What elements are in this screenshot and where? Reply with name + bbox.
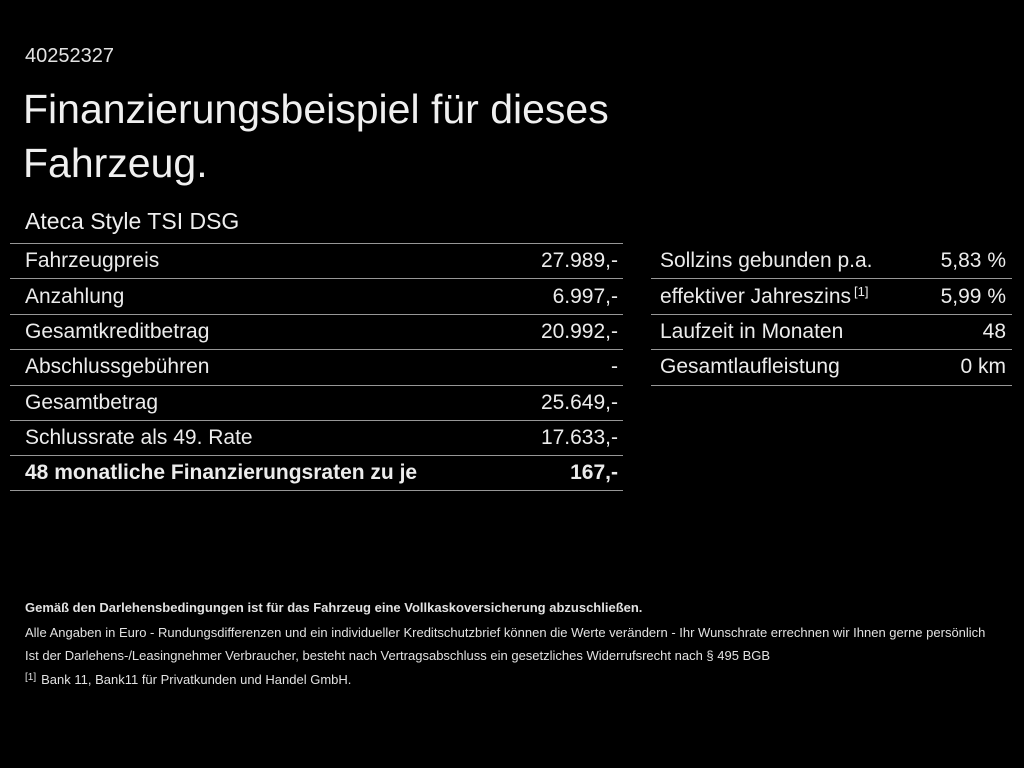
row-label: Laufzeit in Monaten [660,319,844,343]
row-value: 48 [982,319,1006,343]
row-label: Sollzins gebunden p.a. [660,249,873,273]
footer-disclaimer-1: Alle Angaben in Euro - Rundungsdifferenzen und ein individueller Kreditschutzbrief können die Werte verändern - Ihr Wunschrate errechnen wir Ihnen gerne persönlich [25,625,986,640]
row-value: 5,99 % [940,284,1006,308]
row-value: 27.989,- [540,249,618,273]
row-value: 167,- [570,461,618,485]
row-value: 20.992,- [540,319,618,343]
finance-table-left [10,243,623,491]
table-row-gesamtkreditbetrag [10,314,623,349]
page-title: Finanzierungsbeispiel für dieses Fahrzeug. [23,86,609,186]
footer-insurance-note: Gemäß den Darlehensbedingungen ist für das Fahrzeug eine Vollkaskoversicherung abzuschließen. [25,600,643,615]
table-row-laufzeit [651,315,1012,350]
row-label: Anzahlung [25,284,125,308]
table-row-abschlussgebuehren [10,349,623,384]
row-value: 25.649,- [540,390,618,414]
footer-disclaimer-2: Ist der Darlehens-/Leasingnehmer Verbraucher, besteht nach Vertragsabschluss ein gesetzliches Widerrufsrecht nach § 495 BGB [25,648,771,663]
footer-footnote [25,672,351,687]
footnote-marker: [1] [25,672,37,683]
row-label: Gesamtlaufleistung [660,355,840,379]
table-row-monatsrate [10,455,623,490]
row-label: Fahrzeugpreis [25,249,160,273]
row-label: Gesamtbetrag [25,390,159,414]
table-row-gesamtlaufleistung [651,350,1012,385]
row-value: 5,83 % [940,249,1006,273]
finance-table-right [651,244,1012,386]
table-row-gesamtbetrag [10,385,623,420]
table-row-anzahlung [10,278,623,313]
footnote-ref: [1] [854,283,869,299]
row-value: 6.997,- [552,284,618,308]
row-label: Schlussrate als 49. Rate [25,426,253,450]
offer-id: 40252327 [25,45,114,67]
table-row-fahrzeugpreis [10,243,623,278]
table-row-sollzins [651,244,1012,279]
row-label: Abschlussgebühren [25,355,210,379]
table-row-schlussrate [10,420,623,455]
row-value: 17.633,- [540,426,618,450]
vehicle-name: Ateca Style TSI DSG [25,208,240,234]
row-value: 0 km [960,355,1006,379]
row-label: Gesamtkreditbetrag [25,319,210,343]
row-value: - [611,355,618,379]
row-label: 48 monatliche Finanzierungsraten zu je [25,461,418,485]
footnote-text: Bank 11, Bank11 für Privatkunden und Handel GmbH. [41,672,352,687]
table-row-effektiver-jahreszins [651,279,1012,314]
row-label: effektiver Jahreszins [1] [660,283,869,308]
